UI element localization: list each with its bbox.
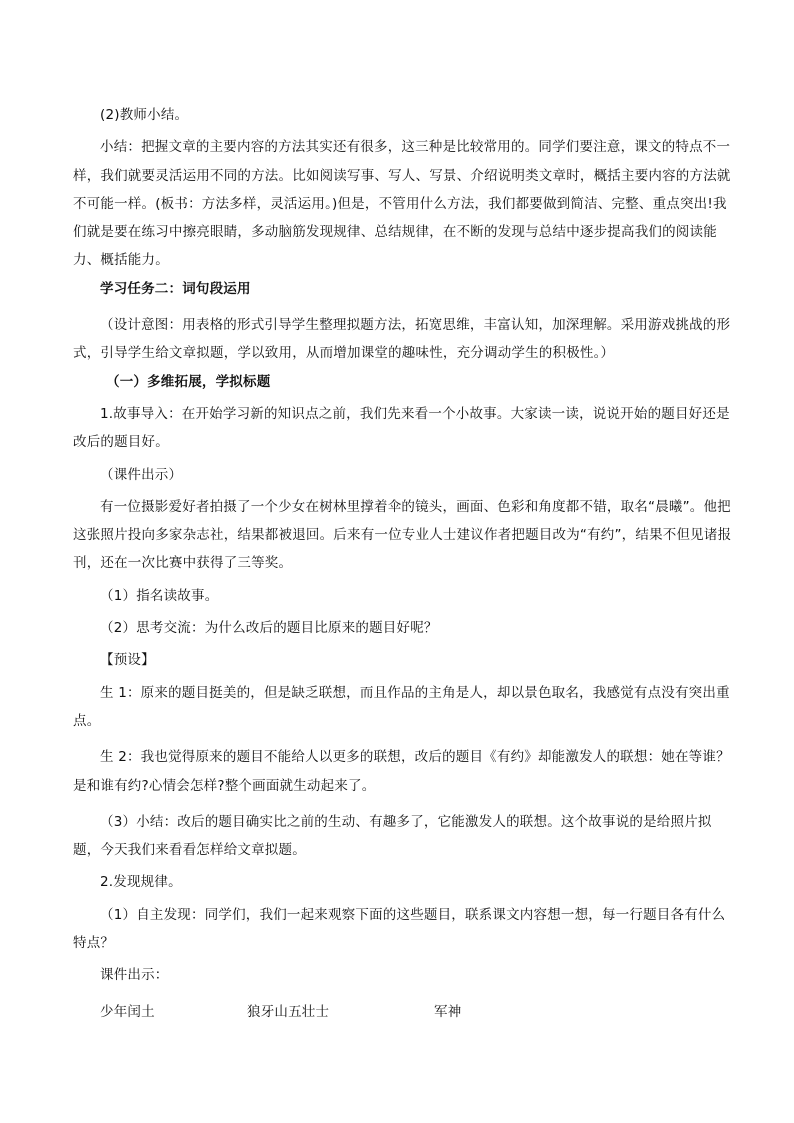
title-example: 少年闰土 (100, 1003, 155, 1020)
paragraph-courseware-label: 课件出示： (100, 967, 169, 984)
paragraph-preset-label: 【预设】 (100, 652, 155, 669)
paragraph-student-two: 生 2：我也觉得原来的题目不能给人以更多的联想，改后的题目《有约》却能激发人的联想：她在等谁？是和谁有约?心情会怎样?整个画面就生动起来了。 (73, 749, 730, 794)
paragraph-teacher-summary-label: (2)教师小结。 (100, 107, 189, 123)
paragraph-student-one: 生 1：原来的题目挺美的，但是缺乏联想，而且作品的主角是人，却以景色取名，我感觉有点没有突出重点。 (73, 684, 730, 729)
title-example: 狼牙山五壮士 (247, 1003, 330, 1020)
paragraph-courseware-show: （课件出示） (100, 466, 183, 483)
paragraph-story: 有一位摄影爱好者拍摄了一个少女在树林里撑着伞的镜头，画面、色彩和角度都不错，取名“晨曦”。他把这张照片投向多家杂志社，结果都被退回。后来有一位专业人士建议作者把题目改为“有约”，结果不但见诸报刊，还在一次比赛中获得了三等奖。 (73, 498, 732, 572)
paragraph-design-intent: （设计意图：用表格的形式引导学生整理拟题方法，拓宽思维，丰富认知，加深理解。采用游戏挑战的形式，引导学生给文章拟题，学以致用，从而增加课堂的趣味性，充分调动学生的积极性。） (73, 317, 731, 362)
document-body (73, 101, 733, 1026)
paragraph-read-story: （1）指名读故事。 (100, 587, 219, 604)
paragraph-story-intro: 1.故事导入：在开始学习新的知识点之前，我们先来看一个小故事。大家读一读，说说开始的题目好还是改后的题目好。 (73, 405, 730, 451)
title-example: 军神 (434, 1003, 462, 1020)
title-examples-row (73, 998, 733, 1026)
paragraph-discussion: （2）思考交流：为什么改后的题目比原来的题目好呢？ (100, 620, 438, 637)
subsection-heading-expansion: （一）多维拓展，学拟标题 (106, 373, 271, 390)
paragraph-self-discovery: （1）自主发现：同学们，我们一起来观察下面的这些题目，联系课文内容想一想，每一行题目各有什么特点？ (73, 906, 726, 952)
paragraph-discover-rules: 2.发现规律。 (100, 874, 182, 891)
paragraph-summary: 小结：把握文章的主要内容的方法其实还有很多，这三种是比较常用的。同学们要注意，课文的特点不一样，我们就要灵活运用不同的方法。比如阅读写事、写人、写景、介绍说明类文章时，概括主要内容的方法就不可能一样。(板书：方法多样，灵活运用。)但是，不管用什么方法，我们都要做到简洁、完整、重点突出!我们就是要在练习中擦亮眼睛，多动脑筋发现规律、总结规律，在不断的发现与总结中逐步提高我们的阅读能力、概括能力。 (73, 139, 731, 269)
paragraph-conclusion: （3）小结：改后的题目确实比之前的生动、有趣多了，它能激发人的联想。这个故事说的是给照片拟题，今天我们来看看怎样给文章拟题。 (73, 813, 712, 859)
section-heading-task-two: 学习任务二：词句段运用 (100, 280, 251, 297)
